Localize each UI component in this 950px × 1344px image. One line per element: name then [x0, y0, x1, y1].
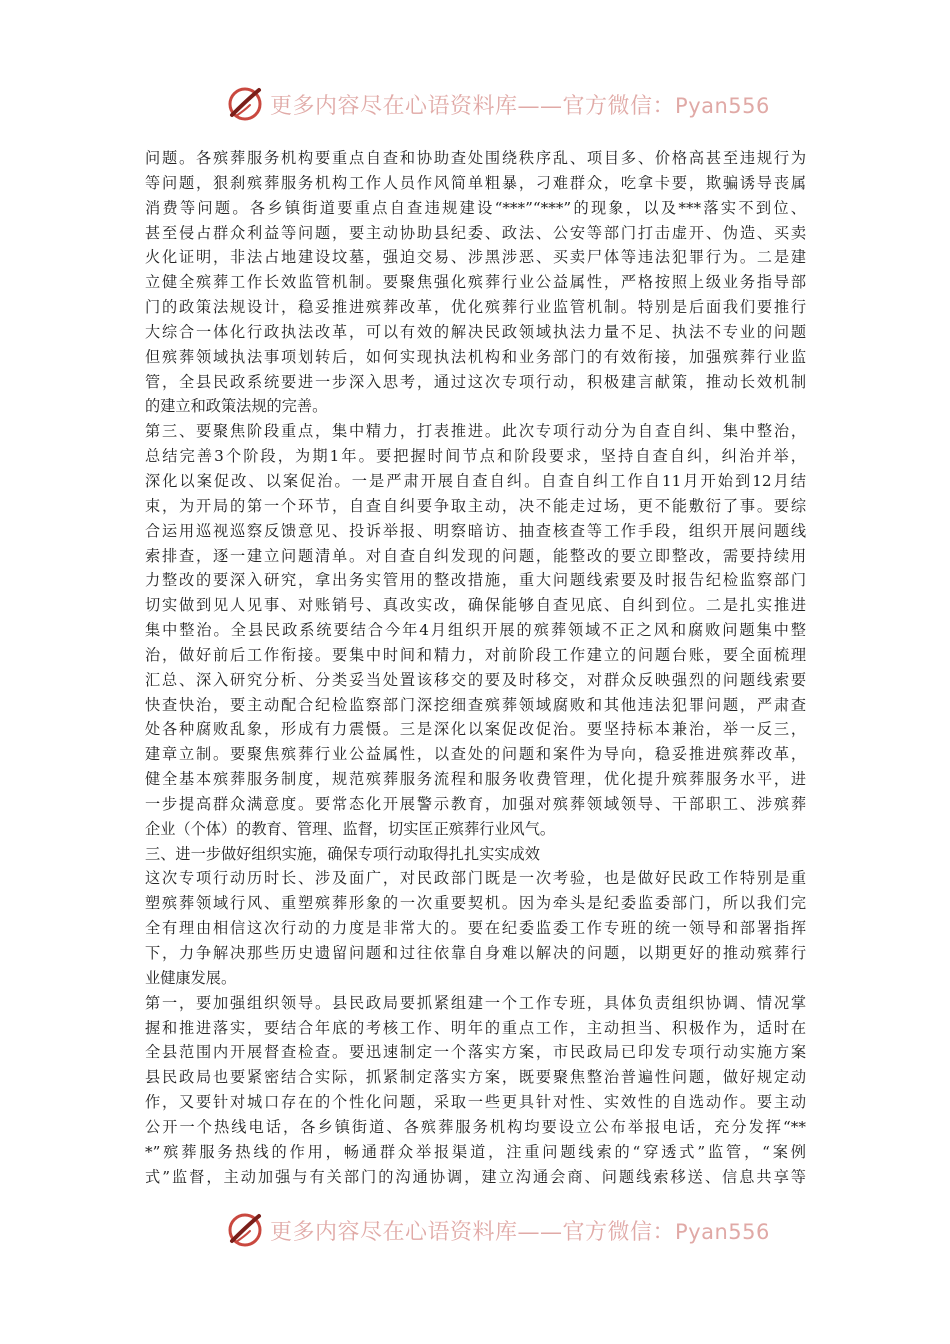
text-line: 全县范围内开展督查检查。要迅速制定一个落实方案，市民政局已印发专项行动实施方案	[145, 1043, 806, 1062]
text-line: 下，力争解决那些历史遗留问题和过往依靠自身难以解决的问题，以期更好的推动殡葬行	[145, 944, 806, 962]
text-line: 塑殡葬领域行风、重塑殡葬形象的一次重要契机。因为牵头是纪委监委部门，所以我们完	[145, 894, 806, 913]
text-line: 式”监督，主动加强与有关部门的沟通协调，建立沟通会商、问题线索移送、信息共享等	[145, 1167, 806, 1186]
text-line: 汇总、深入研究分析、分类妥当处置该移交的要及时移交，对群众反映强烈的问题线索要	[145, 670, 806, 689]
text-line: 作，又要针对城口存在的个性化问题，采取一些更具针对性、实效性的自选动作。要主动	[145, 1093, 806, 1112]
text-line: 全有理由相信这次行动的力度是非常大的。要在纪委监委工作专班的统一领导和部署指挥	[145, 919, 806, 938]
text-line: *”殡葬服务热线的作用，畅通群众举报渠道，注重问题线索的“穿透式”监管，“案例	[145, 1142, 806, 1161]
banner-text	[270, 1215, 770, 1246]
text-line: 力整改的要深入研究，拿出务实管用的整改措施，重大问题线索要及时报告纪检监察部门	[145, 571, 806, 590]
text-line: 处各种腐败乱象，形成有力震慑。三是深化以案促改促治。要坚持标本兼治，举一反三，	[145, 720, 806, 739]
header-watermark-banner	[226, 84, 770, 124]
text-line: 三、进一步做好组织实施，确保专项行动取得扎扎实实成效	[145, 844, 540, 863]
banner-title: 更多内容尽在心语资料库	[270, 1219, 518, 1245]
document-body	[145, 146, 806, 1189]
text-line: 健全基本殡葬服务制度，规范殡葬服务流程和服务收费管理，优化提升殡葬服务水平，进	[145, 770, 806, 789]
text-line: 集中整治。全县民政系统要结合今年4月组织开展的殡葬领域不正之风和腐败问题集中整	[145, 621, 806, 640]
text-line: 企业（个体）的教育、管理、监督，切实匡正殡葬行业风气。	[145, 819, 556, 838]
banner-official: 官方微信：	[562, 1219, 676, 1245]
text-line: 立健全殡葬工作长效监管机制。要聚焦强化殡葬行业公益属性，严格按照上级业务指导部	[145, 273, 806, 292]
text-line: 的建立和政策法规的完善。	[145, 397, 328, 416]
text-line: 业健康发展。	[145, 968, 237, 987]
banner-text	[270, 89, 770, 120]
text-line: 深化以案促改、以案促治。一是严肃开展自查自纠。自查自纠工作自11月开始到12月结	[145, 471, 806, 490]
text-line: 公开一个热线电话，各乡镇街道、各殡葬服务机构均要设立公布举报电话，充分发挥“**	[145, 1117, 806, 1136]
text-line: 快查快治，要主动配合纪检监察部门深挖细查殡葬领域腐败和其他违法犯罪问题，严肃查	[145, 695, 806, 714]
text-line: 消费等问题。各乡镇街道要重点自查违规建设“***”“***”的现象，以及***落实不到位、	[145, 198, 806, 217]
text-line: 大综合一体化行政执法改革，可以有效的解决民政领域执法力量不足、执法不专业的问题	[145, 322, 806, 341]
text-line: 甚至侵占群众利益等问题，要主动协助县纪委、政法、公安等部门打击虚开、伪造、买卖	[145, 223, 806, 242]
banner-official: 官方微信：	[562, 93, 676, 119]
text-line: 第三、要聚焦阶段重点，集中精力，打表推进。此次专项行动分为自查自纠、集中整治，	[145, 422, 806, 441]
footer-watermark-banner	[226, 1210, 770, 1250]
text-line: 这次专项行动历时长、涉及面广，对民政部门既是一次考验，也是做好民政工作特别是重	[145, 869, 806, 888]
text-line: 束，为开局的第一个环节，自查自纠要争取主动，决不能走过场，更不能敷衍了事。要综	[145, 496, 806, 515]
banner-dash: ——	[517, 93, 563, 119]
text-line: 管，全县民政系统要进一步深入思考，通过这次专项行动，积极建言献策，推动长效机制	[145, 372, 806, 391]
text-line: 问题。各殡葬服务机构要重点自查和协助查处围绕秩序乱、项目多、价格高甚至违规行为	[145, 149, 806, 167]
brush-logo-icon	[226, 1211, 264, 1249]
text-line: 一步提高群众满意度。要常态化开展警示教育，加强对殡葬领域领导、干部职工、涉殡葬	[145, 794, 806, 813]
text-line: 索排查，逐一建立问题清单。对自查自纠发现的问题，能整改的要立即整改，需要持续用	[145, 546, 806, 565]
text-line: 第一，要加强组织领导。县民政局要抓紧组建一个工作专班，具体负责组织协调、情况掌	[145, 993, 806, 1012]
text-line: 但殡葬领域执法事项划转后，如何实现执法机构和业务部门的有效衔接，加强殡葬行业监	[145, 347, 806, 366]
text-line: 治，做好前后工作衔接。要集中时间和精力，对前阶段工作建立的问题台账，要全面梳理	[145, 645, 806, 664]
banner-account: Pyan556	[675, 1219, 770, 1244]
banner-account: Pyan556	[675, 93, 770, 118]
text-line: 县民政局也要紧密结合实际，抓紧制定落实方案，既要聚焦整治普遍性问题，做好规定动	[145, 1068, 806, 1087]
text-line: 火化证明，非法占地建设坟墓，强迫交易、涉黑涉恶、买卖尸体等违法犯罪行为。二是建	[145, 248, 806, 267]
text-line: 握和推进落实，要结合年底的考核工作、明年的重点工作，主动担当、积极作为，适时在	[145, 1018, 806, 1037]
text-line: 合运用巡视巡察反馈意见、投诉举报、明察暗访、抽查核查等工作手段，组织开展问题线	[145, 521, 806, 540]
text-line: 总结完善3个阶段，为期1年。要把握时间节点和阶段要求，坚持自查自纠，纠治并举，	[145, 447, 806, 466]
banner-dash: ——	[517, 1219, 563, 1245]
text-line: 建章立制。要聚焦殡葬行业公益属性，以查处的问题和案件为导向，稳妥推进殡葬改革，	[145, 745, 806, 764]
brush-logo-icon	[226, 85, 264, 123]
text-line: 等问题，狠刹殡葬服务机构工作人员作风简单粗暴，刁难群众，吃拿卡要，欺骗诱导丧属	[145, 173, 806, 192]
banner-title: 更多内容尽在心语资料库	[270, 93, 518, 119]
text-line: 切实做到见人见事、对账销号、真改实改，确保能够自查见底、自纠到位。二是扎实推进	[145, 596, 806, 615]
text-line: 门的政策法规设计，稳妥推进殡葬改革，优化殡葬行业监管机制。特别是后面我们要推行	[145, 298, 806, 317]
